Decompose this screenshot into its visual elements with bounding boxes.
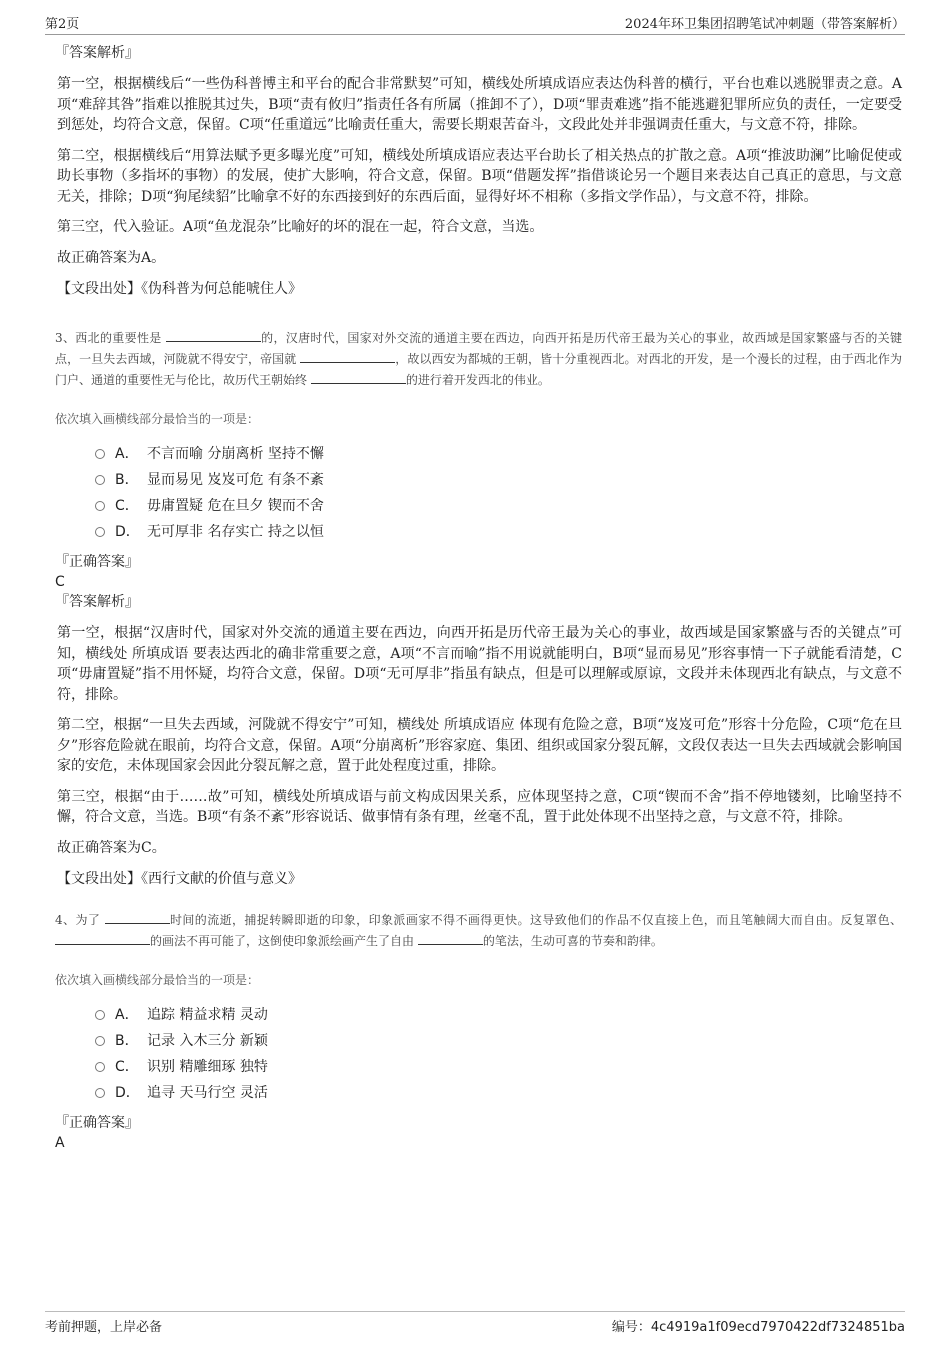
option-letter: A． xyxy=(115,446,139,462)
q4-blank-3 xyxy=(418,932,483,945)
q4-blank-2 xyxy=(55,932,150,945)
radio-icon[interactable] xyxy=(95,1010,105,1020)
option-letter: B． xyxy=(115,1033,139,1049)
q4-stem-part: 时间的流逝，捕捉转瞬即逝的印象，印象派画家不得不画得更快。这导致他们的作品不仅直接上色，而且笔触阔大而自由。反复罩色、 xyxy=(169,913,902,927)
footer-code xyxy=(612,1316,905,1335)
q3-analysis-conclusion: 故正确答案为C。 xyxy=(57,839,166,856)
q3-option-b[interactable] xyxy=(95,467,902,493)
option-text: 显而易见 岌岌可危 有条不紊 xyxy=(147,472,324,488)
q2-analysis-para-2: 第二空，根据横线后“用算法赋予更多曝光度”可知，横线处所填成语应表达平台助长了相关热点的扩散之意。A项“推波助澜”比喻促使或助长事物（多指坏的事物）的发展，使扩大影响，符合文意，保留。B项“借题发挥”指借谈论另一个题目来表达自己真正的意思，与文意无关，排除；D项“狗尾续貂”比喻拿不好的东西接到好的东西后面，显得好坏不相称（多指文学作品），与文意不符，排除。 xyxy=(57,147,902,205)
q4-answer: A xyxy=(55,1135,65,1151)
footer-code-label: 编号： xyxy=(611,1319,651,1335)
q4-option-d[interactable] xyxy=(95,1080,902,1106)
q3-analysis-para-3: 第三空，根据“由于……故”可知，横线处所填成语与前文构成因果关系，应体现坚持之意，C项“锲而不舍”指不停地镂刻，比喻坚持不懈，符合文意，当选。B项“有条不紊”形容说话、做事情有条有理，丝毫不乱，置于此处体现不出坚持之意，与文意不符，排除。 xyxy=(57,788,902,825)
q4-prompt: 依次填入画横线部分最恰当的一项是： xyxy=(55,973,260,987)
q3-analysis-para-2: 第二空，根据“一旦失去西域，河陇就不得安宁”可知，横线处 所填成语应 体现有危险之意，B项“岌岌可危”形容十分危险，C项“危在旦夕”形容危险就在眼前，均符合文意，保留。A项“分崩离析”形容家庭、集团、组织或国家分裂瓦解，文段仅表达一旦失去西域就会影响国家的安危，未体现国家会因此分裂瓦解之意，置于此处程度过重，排除。 xyxy=(57,717,902,774)
radio-icon[interactable] xyxy=(95,501,105,511)
radio-icon[interactable] xyxy=(95,475,105,485)
option-letter: D． xyxy=(115,1085,140,1101)
q4-stem xyxy=(55,910,902,952)
page-header xyxy=(45,12,905,35)
radio-icon[interactable] xyxy=(95,527,105,537)
radio-icon[interactable] xyxy=(95,449,105,459)
q3-option-d[interactable] xyxy=(95,519,902,545)
q3-stem-part: 的进行着开发西北的伟业。 xyxy=(405,373,550,387)
page-content xyxy=(57,42,902,1152)
q3-option-a[interactable] xyxy=(95,441,902,467)
q4-option-c[interactable] xyxy=(95,1054,902,1080)
q4-option-a[interactable] xyxy=(95,1002,902,1028)
document-title: 2024年环卫集团招聘笔试冲刺题（带答案解析） xyxy=(624,17,905,32)
q3-analysis-label: 『答案解析』 xyxy=(55,594,139,610)
q2-analysis-label: 『答案解析』 xyxy=(55,45,139,61)
radio-icon[interactable] xyxy=(95,1062,105,1072)
q2-analysis-para-3: 第三空，代入验证。A项“鱼龙混杂”比喻好的坏的混在一起，符合文意，当选。 xyxy=(57,219,544,235)
page-footer xyxy=(45,1311,905,1335)
q3-analysis-para-1: 第一空，根据“汉唐时代，国家对外交流的通道主要在西边，向西开拓是历代帝王最为关心的事业，故西域是国家繁盛与否的关键点”可知，横线处 所填成语 要表达西北的确非常重要之意，A项“不言而喻”指不用说就能明白，B项“显而易见”形容事情一下子就能看清楚，C项“毋庸置疑”指不用怀疑，均符合文意，保留。D项“无可厚非”指虽有缺点，但是可以理解或原谅，文段并未体现西北有缺点，与文意不符，排除。 xyxy=(57,625,902,703)
q4-stem-part: 的笔法，生动可喜的节奏和韵律。 xyxy=(482,934,663,948)
option-text: 毋庸置疑 危在旦夕 锲而不舍 xyxy=(147,498,324,514)
option-letter: B． xyxy=(115,472,139,488)
q3-stem-part: 3、西北的重要性是 xyxy=(55,331,162,345)
q2-analysis-para-1: 第一空，根据横线后“一些伪科普博主和平台的配合非常默契”可知，横线处所填成语应表达伪科普的横行，平台也难以逃脱罪责之意。A项“难辞其咎”指难以推脱其过失，B项“责有攸归”指责任各有所属（推卸不了），D项“罪责难逃”指不能逃避犯罪所应负的责任，一定要受到惩处，均符合文意，保留。C项“任重道远”比喻责任重大，需要长期艰苦奋斗，文段此处并非强调责任重大，与文意不符，排除。 xyxy=(57,76,902,133)
q3-answer: C xyxy=(55,574,65,590)
option-text: 记录 入木三分 新颖 xyxy=(147,1033,268,1049)
option-letter: C． xyxy=(115,1059,139,1075)
option-text: 识别 精雕细琢 独特 xyxy=(147,1059,268,1075)
q4-option-b[interactable] xyxy=(95,1028,902,1054)
q4-stem-part: 4、为了 xyxy=(55,913,101,927)
q3-blank-3 xyxy=(311,371,406,384)
q3-stem-part: ，故以西安为都城的王朝，皆十分重视西北。对西北的开发，是一个漫长的过程，由于西北作为门户、通道的重要性无与伦比，故历代王朝始终 xyxy=(55,352,902,387)
page-number: 第2页 xyxy=(45,17,80,32)
q3-blank-1 xyxy=(166,329,261,342)
footer-code-value: 4c4919a1f09ecd7970422df7324851ba xyxy=(650,1319,905,1335)
q4-stem-part: 的画法不再可能了，这倒使印象派绘画产生了自由 xyxy=(150,934,415,948)
option-letter: A． xyxy=(115,1007,139,1023)
option-letter: C． xyxy=(115,498,139,514)
q3-stem xyxy=(55,328,902,391)
q3-prompt: 依次填入画横线部分最恰当的一项是： xyxy=(55,412,260,426)
q3-option-c[interactable] xyxy=(95,493,902,519)
q4-options xyxy=(95,1002,902,1106)
option-text: 不言而喻 分崩离析 坚持不懈 xyxy=(147,446,324,462)
option-text: 无可厚非 名存实亡 持之以恒 xyxy=(147,524,324,540)
q3-options xyxy=(95,441,902,545)
q2-source: 【文段出处】《伪科普为何总能唬住人》 xyxy=(57,281,302,297)
option-letter: D． xyxy=(115,524,140,540)
radio-icon[interactable] xyxy=(95,1088,105,1098)
radio-icon[interactable] xyxy=(95,1036,105,1046)
q3-answer-label: 『正确答案』 xyxy=(55,554,139,570)
footer-slogan: 考前押题，上岸必备 xyxy=(45,1319,163,1335)
option-text: 追踪 精益求精 灵动 xyxy=(147,1007,268,1023)
q3-stem-part: 的，汉唐时代，国家对外交流的通道主要在西边，向西开拓是历代帝王最为关心的事业，故西域是国家繁盛与否的关键点，一旦失去西域，河陇就不得安宁，帝国就 xyxy=(55,331,902,366)
q2-analysis-conclusion: 故正确答案为A。 xyxy=(57,249,166,266)
q4-blank-1 xyxy=(105,911,170,924)
q3-blank-2 xyxy=(300,350,395,363)
q4-answer-label: 『正确答案』 xyxy=(55,1115,139,1131)
q3-source: 【文段出处】《西行文献的价值与意义》 xyxy=(57,871,302,887)
option-text: 追寻 天马行空 灵活 xyxy=(147,1085,268,1101)
